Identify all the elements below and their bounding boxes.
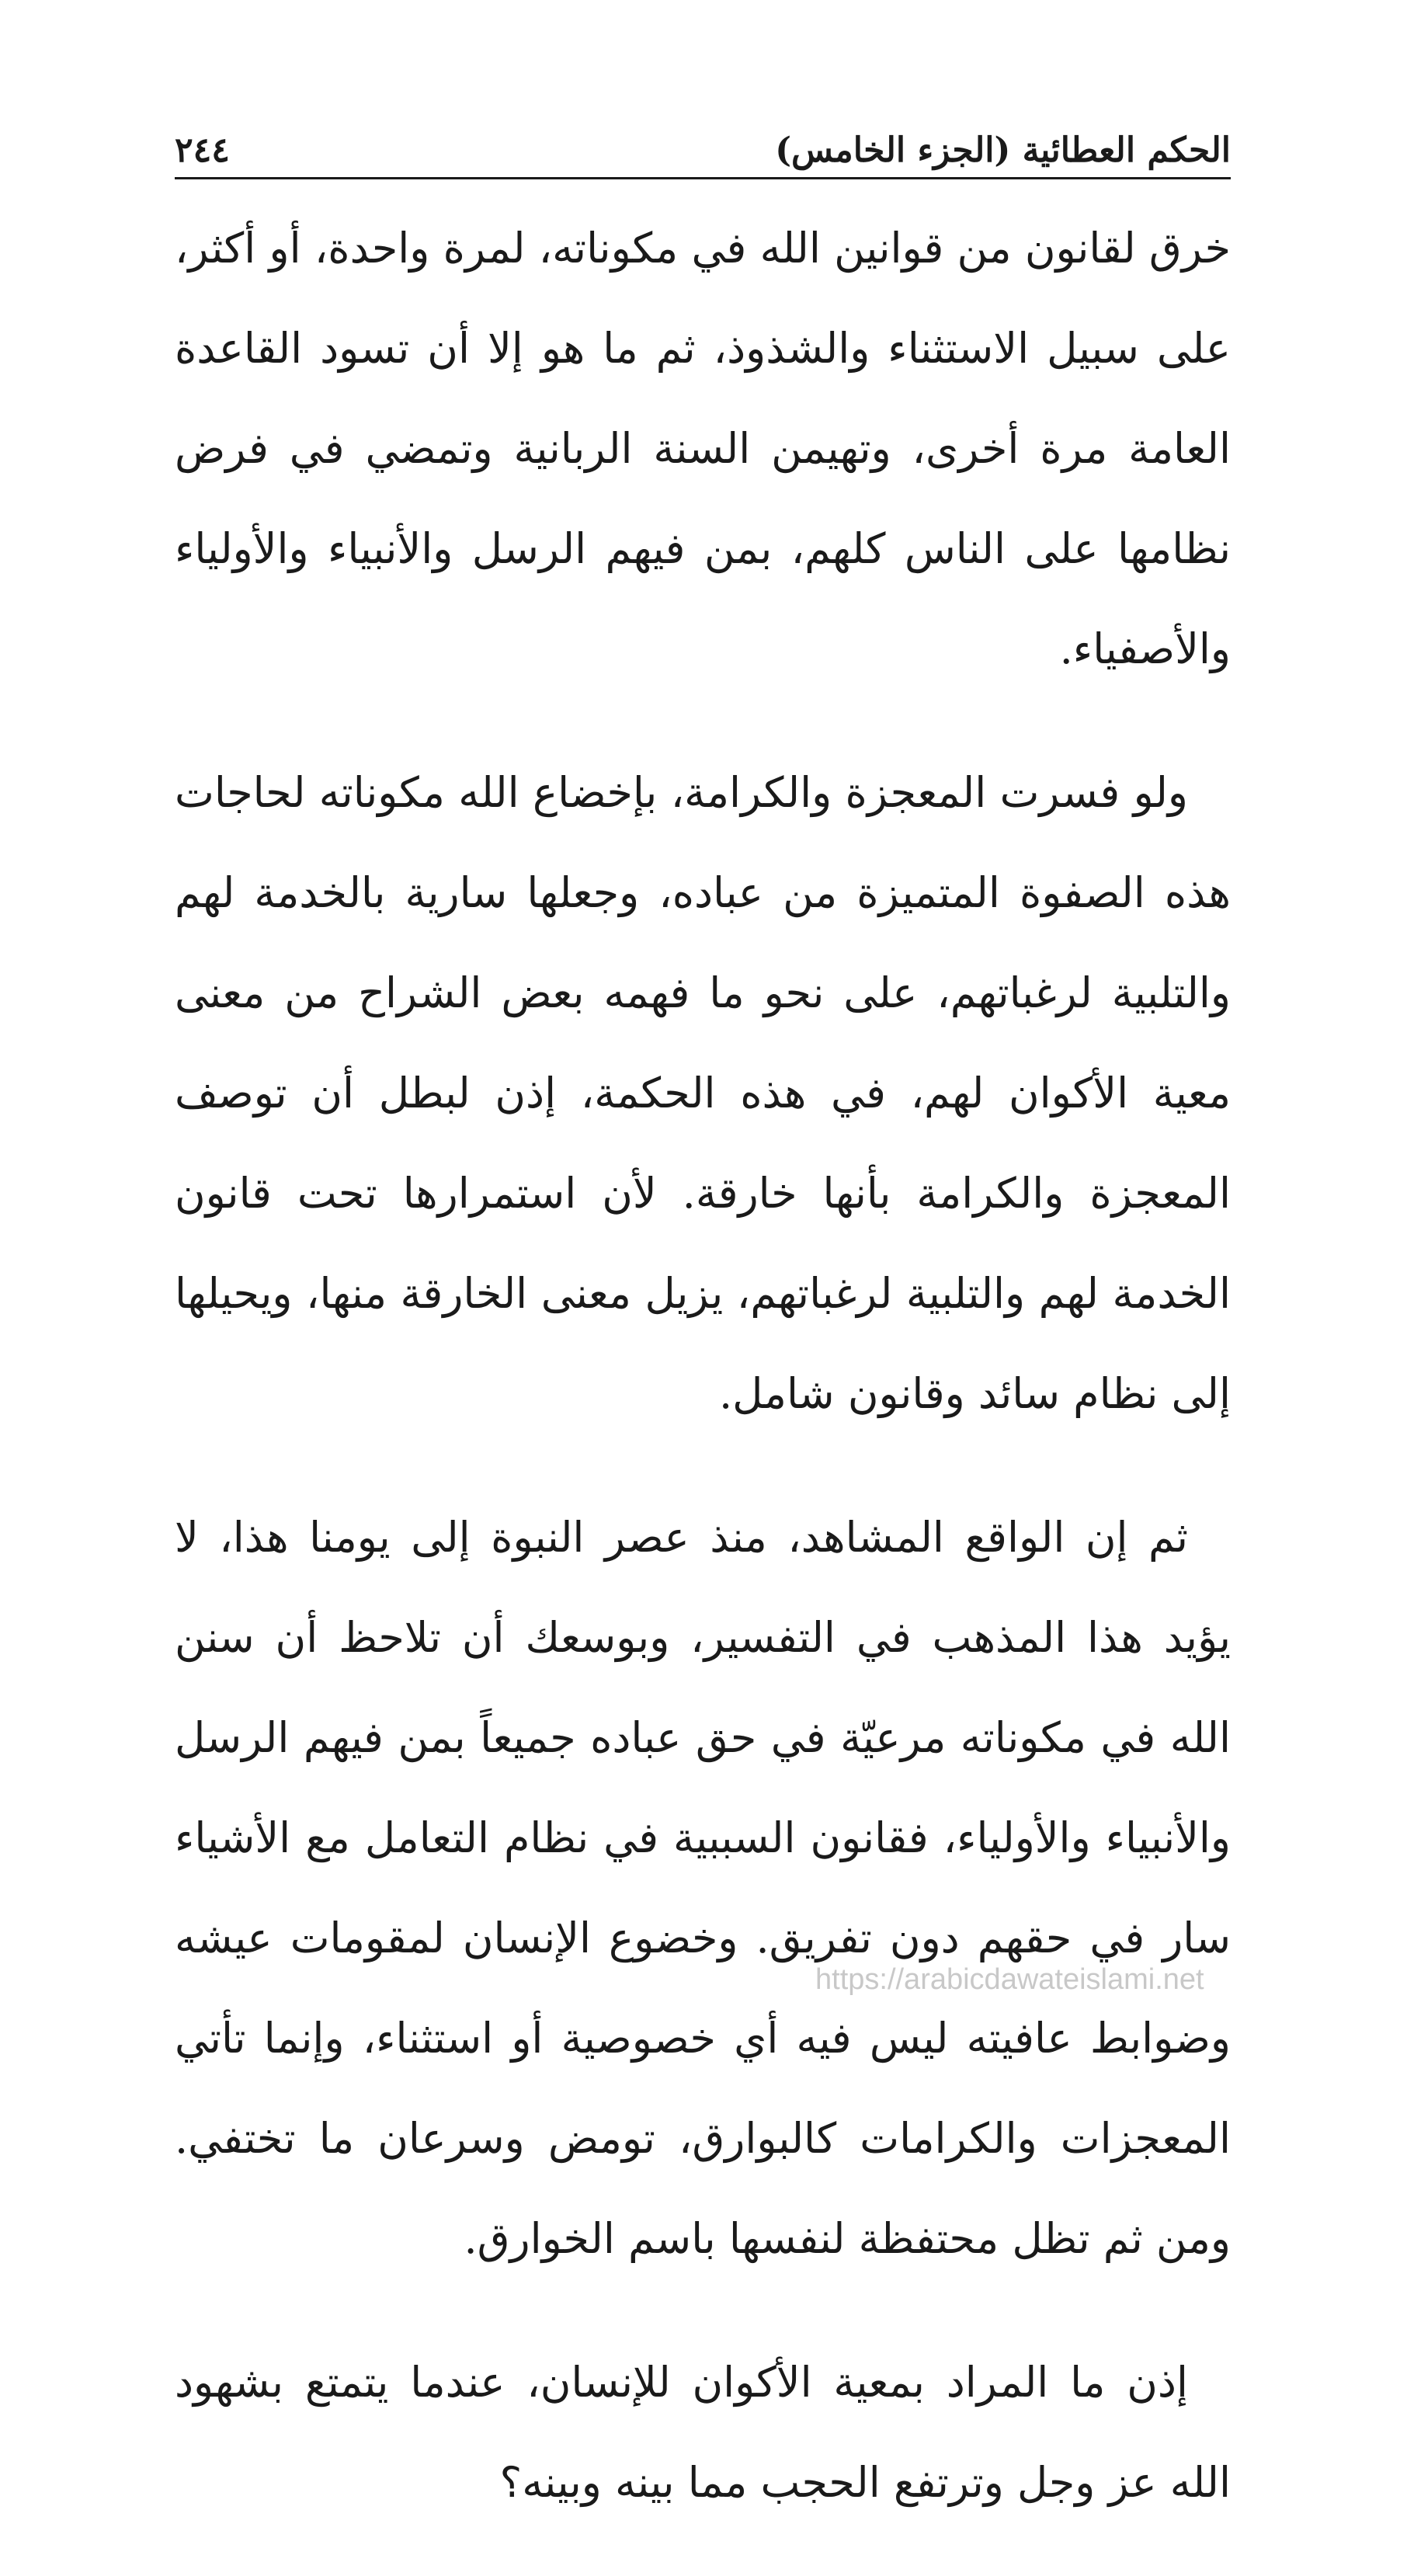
page-header [175, 124, 1231, 179]
running-title: الحكم العطائية (الجزء الخامس) [775, 130, 1231, 170]
paragraph: إذن ما المراد بمعية الأكوان للإنسان، عندما يتمتع بشهود الله عز وجل وترتفع الحجب مما بينه وبينه؟ [175, 2358, 1231, 2507]
paragraph: ولو فسرت المعجزة والكرامة، بإخضاع الله مكوناته لحاجات هذه الصفوة المتميزة من عباده، وجعلها سارية بالخدمة لهم والتلبية لرغباتهم، على نحو ما فهمه بعض الشراح من معنى معية الأكوان لهم، في هذه الحكمة، إذن لبطل أن توصف المعجزة والكرامة بأنها خارقة. لأن استمرارها تحت قانون الخدمة لهم والتلبية لرغباتهم، يزيل معنى الخارقة منها، ويحيلها إلى نظام سائد وقانون شامل. [175, 768, 1231, 1418]
header-rule [175, 177, 1231, 179]
paragraph: ثم إن الواقع المشاهد، منذ عصر النبوة إلى يومنا هذا، لا يؤيد هذا المذهب في التفسير، وبوسعك أن تلاحظ أن سنن الله في مكوناته مرعيّة في حق عباده جميعاً بمن فيهم الرسل والأنبياء والأولياء، فقانون السببية في نظام التعامل مع الأشياء سار في حقهم دون تفريق. وخضوع الإنسان لمقومات عيشه وضوابط عافيته ليس فيه أي خصوصية أو استثناء، وإنما تأتي المعجزات والكرامات كالبوارق، تومض وسرعان ما تختفي. ومن ثم تظل محتفظة لنفسها باسم الخوارق. [175, 1513, 1231, 2263]
page-number: ٢٤٤ [175, 130, 230, 170]
watermark-url: https://arabicdawateislami.net [815, 1963, 1204, 1996]
body-text [175, 198, 1231, 2576]
paragraph: خرق لقانون من قوانين الله في مكوناته، لمرة واحدة، أو أكثر، على سبيل الاستثناء والشذوذ، ثم ما هو إلا أن تسود القاعدة العامة مرة أخرى، وتهيمن السنة الربانية وتمضي في فرض نظامها على الناس كلهم، بمن فيهم الرسل والأنبياء والأولياء والأصفياء. [175, 224, 1231, 673]
